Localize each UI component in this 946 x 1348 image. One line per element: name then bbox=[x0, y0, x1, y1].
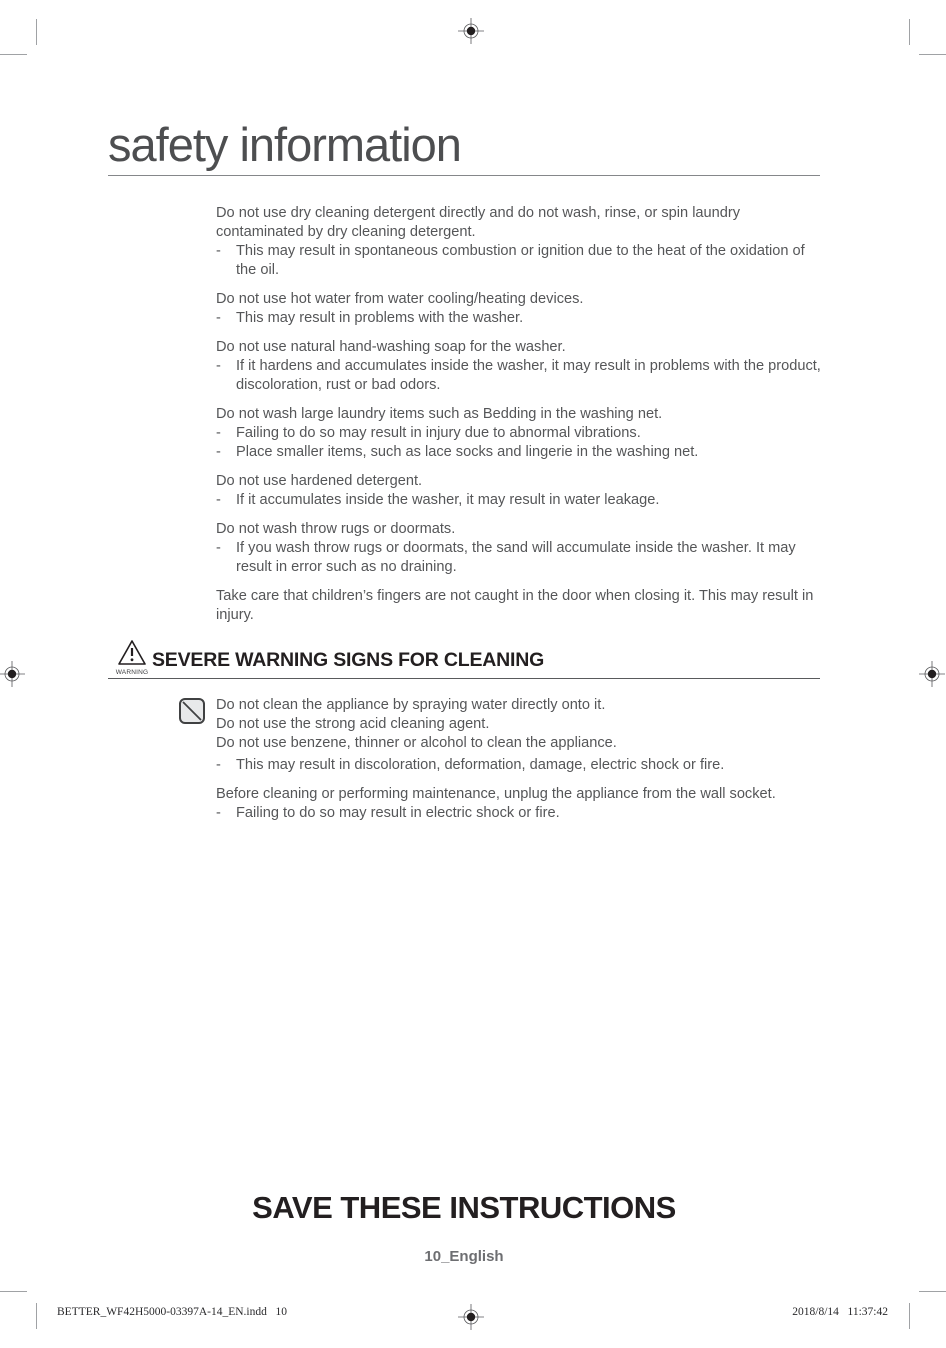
bullet-item: - This may result in problems with the washer. bbox=[216, 309, 826, 328]
dash-marker bbox=[216, 539, 236, 577]
warning-triangle-icon bbox=[117, 639, 147, 666]
crop-mark bbox=[0, 54, 27, 55]
paragraph-lead: Do not use natural hand-washing soap for the washer. bbox=[216, 339, 566, 355]
crop-mark bbox=[36, 1303, 37, 1329]
paragraph-lead: Before cleaning or performing maintenance, unplug the appliance from the wall socket. bbox=[216, 786, 776, 802]
safety-paragraph bbox=[216, 520, 826, 577]
dash-marker bbox=[216, 309, 236, 328]
registration-mark-icon bbox=[919, 661, 945, 687]
crop-mark bbox=[36, 19, 37, 45]
crop-mark bbox=[0, 1291, 27, 1292]
dash-marker bbox=[216, 443, 236, 462]
no-spray-prohibition-icon bbox=[179, 698, 205, 724]
safety-paragraph bbox=[216, 785, 826, 823]
page-title: safety information bbox=[108, 118, 461, 171]
paragraph-lead: Do not use hot water from water cooling/heating devices. bbox=[216, 291, 584, 307]
bullet-item: - This may result in discoloration, deformation, damage, electric shock or fire. bbox=[216, 756, 826, 775]
severe-warning-content bbox=[216, 696, 826, 823]
crop-mark bbox=[909, 19, 910, 45]
save-instructions-heading: SAVE THESE INSTRUCTIONS bbox=[252, 1190, 676, 1225]
registration-mark-icon bbox=[458, 18, 484, 44]
paragraph-lead: Do not wash large laundry items such as Bedding in the washing net. bbox=[216, 406, 663, 422]
print-footer-filename: BETTER_WF42H5000-03397A-14_EN.indd 10 bbox=[57, 1306, 287, 1318]
bullet-item: - This may result in spontaneous combustion or ignition due to the heat of the oxidation of the oil. bbox=[216, 242, 826, 280]
severe-warning-section-header bbox=[108, 637, 820, 679]
section-heading: SEVERE WARNING SIGNS FOR CLEANING bbox=[152, 649, 545, 671]
dash-marker bbox=[216, 357, 236, 395]
dash-marker bbox=[216, 756, 236, 775]
bullet-item: - Place smaller items, such as lace socks and lingerie in the washing net. bbox=[216, 443, 826, 462]
crop-mark bbox=[919, 1291, 946, 1292]
bullet-item: - If it accumulates inside the washer, it may result in water leakage. bbox=[216, 491, 826, 510]
safety-paragraph bbox=[216, 338, 826, 395]
paragraph-lead: Do not use dry cleaning detergent directly and do not wash, rinse, or spin laundry contaminated by dry cleaning detergent. bbox=[216, 205, 741, 240]
dash-marker bbox=[216, 491, 236, 510]
page-number-label: 10_English bbox=[424, 1248, 504, 1265]
crop-mark bbox=[919, 54, 946, 55]
safety-paragraph bbox=[216, 405, 826, 462]
bullet-item: - If you wash throw rugs or doormats, the sand will accumulate inside the washer. It may result in error such as no draining. bbox=[216, 539, 826, 577]
safety-content bbox=[216, 204, 826, 635]
bullet-item: - Failing to do so may result in injury due to abnormal vibrations. bbox=[216, 424, 826, 443]
prohibition-line: Do not use benzene, thinner or alcohol to clean the appliance. bbox=[216, 735, 617, 751]
prohibition-line: Do not use the strong acid cleaning agent. bbox=[216, 716, 490, 732]
prohibition-line: Do not clean the appliance by spraying water directly onto it. bbox=[216, 697, 606, 713]
safety-paragraph bbox=[216, 587, 826, 625]
bullet-item: - Failing to do so may result in electric shock or fire. bbox=[216, 804, 826, 823]
dash-marker bbox=[216, 242, 236, 280]
dash-marker bbox=[216, 424, 236, 443]
crop-mark bbox=[909, 1303, 910, 1329]
safety-paragraph bbox=[216, 204, 826, 280]
chapter-title-block bbox=[108, 118, 820, 176]
dash-marker bbox=[216, 804, 236, 823]
registration-mark-icon bbox=[0, 661, 25, 687]
safety-paragraph bbox=[216, 290, 826, 328]
paragraph-lead: Do not wash throw rugs or doormats. bbox=[216, 521, 456, 537]
warning-icon-block bbox=[112, 639, 152, 676]
paragraph-lead: Do not use hardened detergent. bbox=[216, 473, 423, 489]
bullet-item: - If it hardens and accumulates inside the washer, it may result in problems with the product, discoloration, rust or bad odors. bbox=[216, 357, 826, 395]
paragraph-lead: Take care that children’s fingers are not caught in the door when closing it. This may result in injury. bbox=[216, 588, 814, 623]
print-footer-timestamp: 2018/8/14 11:37:42 bbox=[792, 1306, 888, 1318]
warning-icon-label: WARNING bbox=[115, 669, 149, 676]
safety-paragraph bbox=[216, 472, 826, 510]
prohibition-lines bbox=[216, 696, 826, 753]
registration-mark-icon bbox=[458, 1304, 484, 1330]
